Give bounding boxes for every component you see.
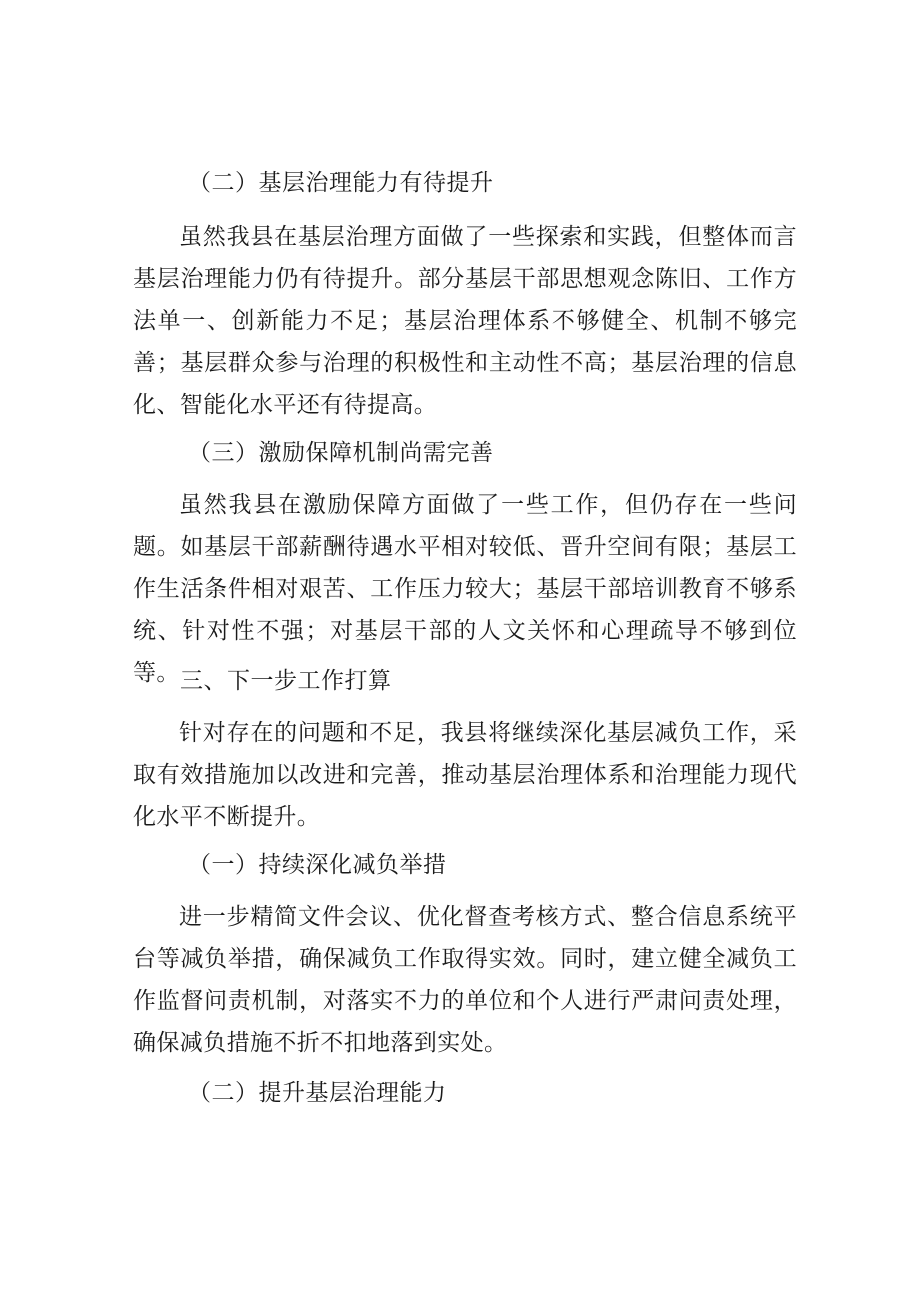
section-heading-incentive-mechanism: （三）激励保障机制尚需完善 [188, 440, 494, 466]
paragraph-governance-capacity: 虽然我县在基层治理方面做了一些探索和实践，但整体而言基层治理能力仍有待提升。部分基层干部思想观念陈旧、工作方法单一、创新能力不足；基层治理体系不够健全、机制不够完善；基层群众参与治理的积极性和主动性不高；基层治理的信息化、智能化水平还有待提高。 [133, 224, 797, 418]
paragraph-deepen-measures: 进一步精简文件会议、优化督查考核方式、整合信息系统平台等减负举措，确保减负工作取得实效。同时，建立健全减负工作监督问责机制，对落实不力的单位和个人进行严肃问责处理，确保减负措施不折不扣地落到实处。 [133, 904, 797, 1056]
paragraph-next-steps: 针对存在的问题和不足，我县将继续深化基层减负工作，采取有效措施加以改进和完善，推动基层治理体系和治理能力现代化水平不断提升。 [133, 720, 797, 830]
section-heading-improve-capacity: （二）提升基层治理能力 [188, 1080, 447, 1106]
section-heading-deepen-measures: （一）持续深化减负举措 [188, 852, 447, 878]
section-heading-governance-capacity: （二）基层治理能力有待提升 [188, 170, 494, 196]
section-heading-next-steps: 三、下一步工作打算 [180, 668, 392, 694]
paragraph-incentive-mechanism: 虽然我县在激励保障方面做了一些工作，但仍存在一些问题。如基层干部薪酬待遇水平相对较低、晋升空间有限；基层工作生活条件相对艰苦、工作压力较大；基层干部培训教育不够系统、针对性不强；对基层干部的人文关怀和心理疏导不够到位等。 [133, 492, 797, 686]
